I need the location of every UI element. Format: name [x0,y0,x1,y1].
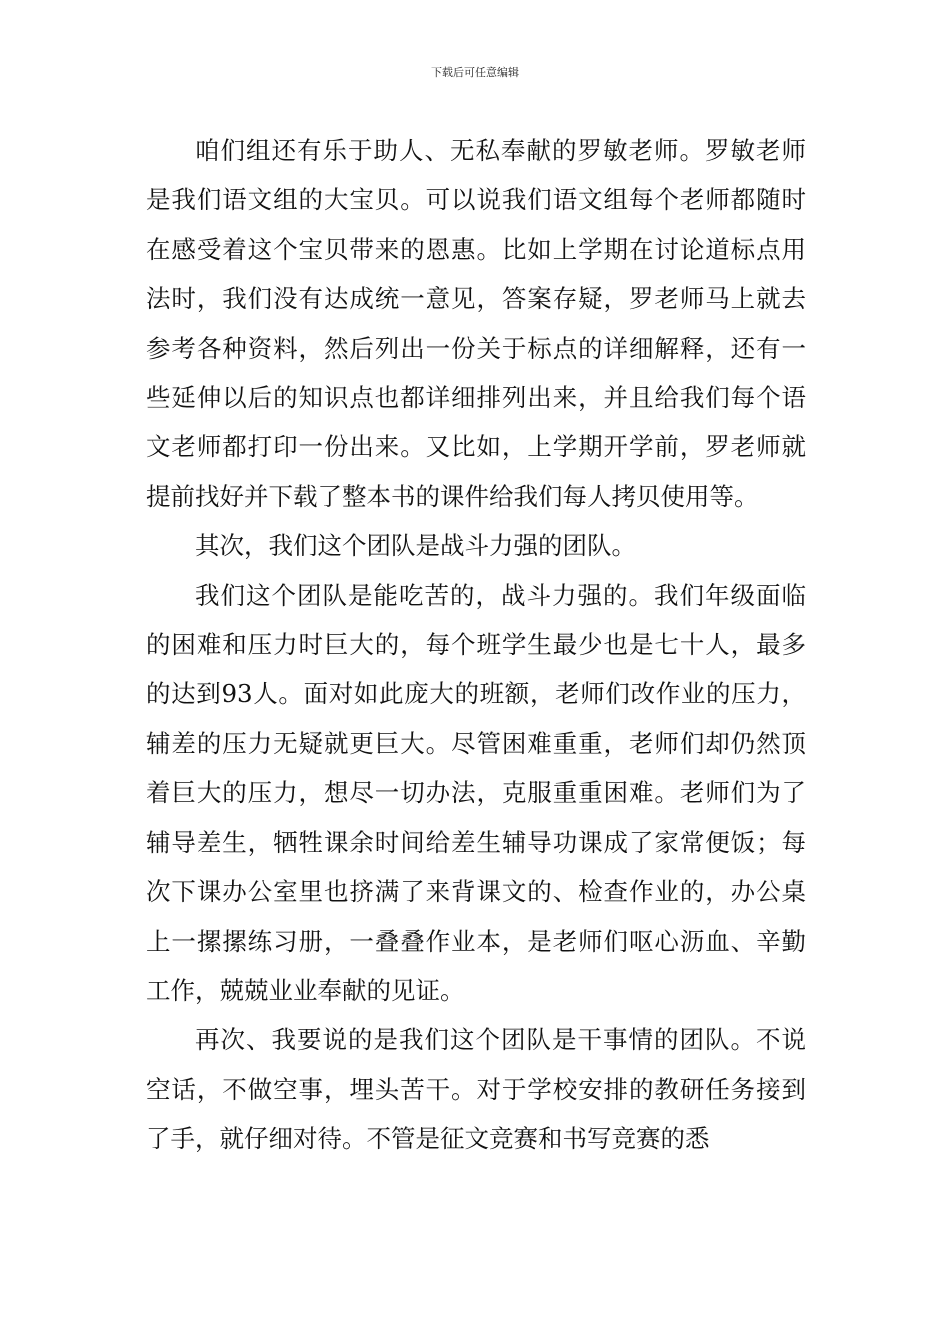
paragraph-third-point: 再次、我要说的是我们这个团队是干事情的团队。不说空话，不做空事，埋头苦干。对于学校安排的教研任务接到了手，就仔细对待。不管是征文竞赛和书写竞赛的悉 [146,1025,806,1154]
paragraph-second-point: 其次，我们这个团队是战斗力强的团队。 [195,531,636,561]
paragraph-luo-min: 咱们组还有乐于助人、无私奉献的罗敏老师。罗敏老师是我们语文组的大宝贝。可以说我们语文组每个老师都随时在感受着这个宝贝带来的恩惠。比如上学期在讨论道标点用法时，我们没有达成统一意见，答案存疑，罗老师马上就去参考各种资料，然后列出一份关于标点的详细解释，还有一些延伸以后的知识点也都详细排列出来，并且给我们每个语文老师都打印一份出来。又比如，上学期开学前，罗老师就提前找好并下载了整本书的课件给我们每人拷贝使用等。 [146,136,806,511]
paragraph-hardworking-team: 我们这个团队是能吃苦的，战斗力强的。我们年级面临的困难和压力时巨大的，每个班学生最少也是七十人，最多的达到93人。面对如此庞大的班额，老师们改作业的压力，辅差的压力无疑就更巨大。尽管困难重重，老师们却仍然顶着巨大的压力，想尽一切办法，克服重重困难。老师们为了辅导差生，牺牲课余时间给差生辅导功课成了家常便饭；每次下课办公室里也挤满了来背课文的、检查作业的，办公桌上一摞摞练习册，一叠叠作业本，是老师们呕心沥血、辛勤工作，兢兢业业奉献的见证。 [146,580,806,1005]
document-body [146,126,806,1164]
page-header: 下载后可任意编辑 [431,66,519,79]
